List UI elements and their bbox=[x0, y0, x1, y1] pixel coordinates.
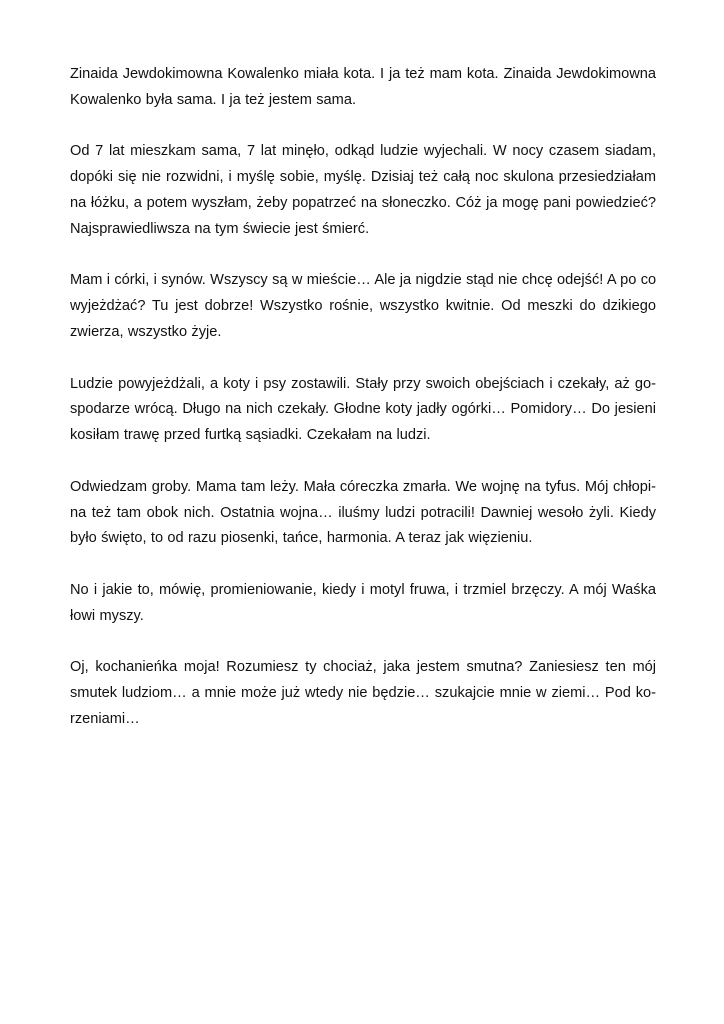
paragraph-line: spodarze wrócą. Długo na nich czekały. Głodne koty jadły ogórki… Pomidory… Do jesieni bbox=[70, 401, 656, 418]
paragraph-line: dopóki się nie rozwidni, i myślę sobie, myślę. Dzisiaj też całą noc skulona przesiedziałam bbox=[70, 169, 656, 186]
paragraph-line: Ludzie powyjeżdżali, a koty i psy zostawili. Stały przy swoich obejściach i czekały, aż go- bbox=[70, 375, 656, 392]
paragraph-line: Oj, kochanieńka moja! Rozumiesz ty chociaż, jaka jestem smutna? Zaniesiesz ten mój bbox=[70, 659, 656, 676]
paragraph-line: Od 7 lat mieszkam sama, 7 lat minęło, odkąd ludzie wyjechali. W nocy czasem siadam, bbox=[70, 143, 656, 160]
paragraph-line: zwierza, wszystko żyje. bbox=[70, 323, 222, 340]
paragraph-2 bbox=[70, 139, 656, 242]
paragraph-3 bbox=[70, 268, 656, 345]
paragraph-line: na też tam obok nich. Ostatnia wojna… iluśmy ludzi potracili! Dawniej wesoło żyli. Kiedy bbox=[70, 504, 656, 521]
paragraph-line: Odwiedzam groby. Mama tam leży. Mała córeczka zmarła. We wojnę na tyfus. Mój chłopi- bbox=[70, 478, 656, 495]
paragraph-4 bbox=[70, 372, 656, 449]
paragraph-line: kosiłam trawę przed furtką sąsiadki. Czekałam na ludzi. bbox=[70, 427, 431, 444]
paragraph-line: na łóżku, a potem wyszłam, żeby popatrzeć na słoneczko. Cóż ja mogę pani powiedzieć? bbox=[70, 194, 656, 211]
paragraph-line: wyjeżdżać? Tu jest dobrze! Wszystko rośnie, wszystko kwitnie. Od meszki do dzikiego bbox=[70, 298, 656, 315]
paragraph-line: łowi myszy. bbox=[70, 607, 144, 624]
paragraph-line: rzeniami… bbox=[70, 710, 140, 727]
paragraph-line: No i jakie to, mówię, promieniowanie, kiedy i motyl fruwa, i trzmiel brzęczy. A mój Waśka bbox=[70, 581, 656, 598]
paragraph-line: było święto, to od razu piosenki, tańce, harmonia. A teraz jak więzieniu. bbox=[70, 530, 533, 547]
paragraph-6 bbox=[70, 578, 656, 630]
paragraph-line: Zinaida Jewdokimowna Kowalenko miała kota. I ja też mam kota. Zinaida Jewdokimowna bbox=[70, 66, 656, 82]
paragraph-line: Kowalenko była sama. I ja też jestem sama. bbox=[70, 91, 356, 108]
paragraph-7 bbox=[70, 655, 656, 732]
paragraph-line: smutek ludziom… a mnie może już wtedy nie będzie… szukajcie mnie w ziemi… Pod ko- bbox=[70, 685, 656, 702]
paragraph-1 bbox=[70, 62, 656, 114]
paragraph-line: Mam i córki, i synów. Wszyscy są w mieście… Ale ja nigdzie stąd nie chcę odejść! A po co bbox=[70, 272, 657, 289]
document-page bbox=[70, 62, 656, 759]
paragraph-line: Najsprawiedliwsza na tym świecie jest śmierć. bbox=[70, 220, 370, 237]
paragraph-5 bbox=[70, 475, 656, 552]
